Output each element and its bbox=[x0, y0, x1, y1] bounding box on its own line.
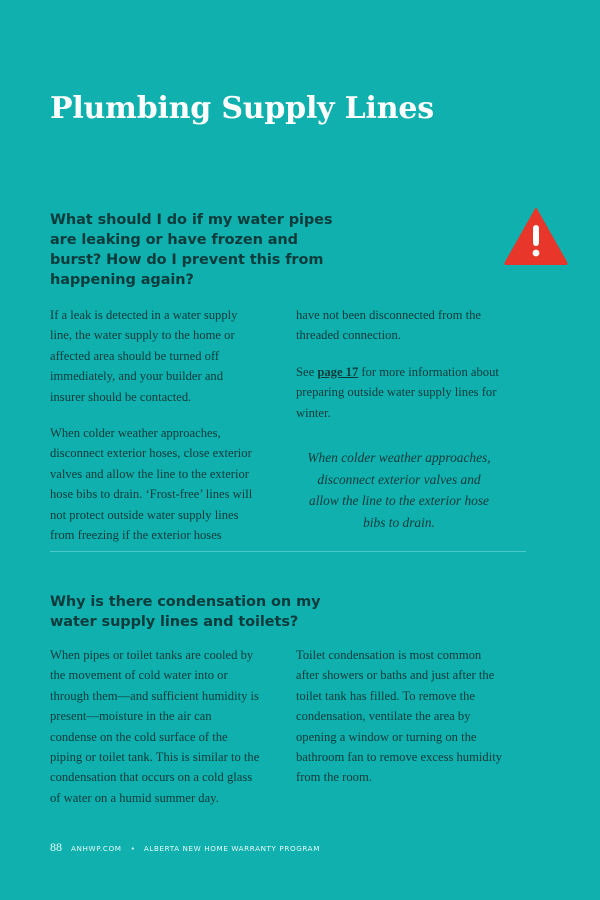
paragraph: If a leak is detected in a water supply line, the water supply to the home or affected area should be turned off immediately, and your builder and insurer should be contacted. bbox=[50, 308, 238, 404]
page-title: Plumbing Supply Lines bbox=[50, 91, 434, 127]
pull-quote: When colder weather approaches, disconnect exterior valves and allow the line to the exterior hose bibs to drain. bbox=[307, 449, 491, 531]
column-left-1 bbox=[50, 305, 260, 545]
paragraph: Toilet condensation is most common after showers or baths and just after the toilet tank has filled. To remove the condensation, ventilate the area by opening a window or turning on the bathroom fan to remove excess humidity from the room. bbox=[296, 648, 502, 785]
question-heading-1: What should I do if my water pipes are leaking or have frozen and burst? How do I prevent this from happening again? bbox=[50, 212, 333, 289]
footer-separator: • bbox=[130, 844, 135, 853]
paragraph-with-link bbox=[296, 362, 502, 423]
column-right-1 bbox=[296, 305, 502, 534]
link-prefix-text: See bbox=[296, 364, 318, 379]
question-heading-2: Why is there condensation on my water supply lines and toilets? bbox=[50, 594, 321, 631]
footer-organization: ALBERTA NEW HOME WARRANTY PROGRAM bbox=[143, 844, 320, 853]
column-right-2 bbox=[296, 645, 502, 788]
paragraph: When pipes or toilet tanks are cooled by the movement of cold water into or through them—and sufficient humidity is present—moisture in the air can condense on the cold surface of the piping or toilet tank. This is similar to the condensation that occurs on a cold glass of water on a humid summer day. bbox=[50, 648, 260, 805]
link-suffix-text: for more information about preparing outside water supply lines for winter. bbox=[296, 364, 499, 420]
warning-triangle-icon bbox=[504, 208, 568, 265]
page-reference-link[interactable]: page 17 bbox=[317, 364, 359, 379]
page-footer bbox=[50, 840, 320, 855]
section-divider bbox=[50, 551, 526, 552]
page-number: 88 bbox=[50, 840, 62, 854]
paragraph: When colder weather approaches, disconnect exterior hoses, close exterior valves and allow the line to the exterior hose bibs to drain. ‘Frost-free’ lines will not protect outside water supply lines from freezing if the exterior hoses bbox=[50, 425, 253, 542]
paragraph: have not been disconnected from the threaded connection. bbox=[296, 308, 481, 343]
footer-site: ANHWP.COM bbox=[71, 844, 122, 853]
column-left-2 bbox=[50, 645, 260, 808]
